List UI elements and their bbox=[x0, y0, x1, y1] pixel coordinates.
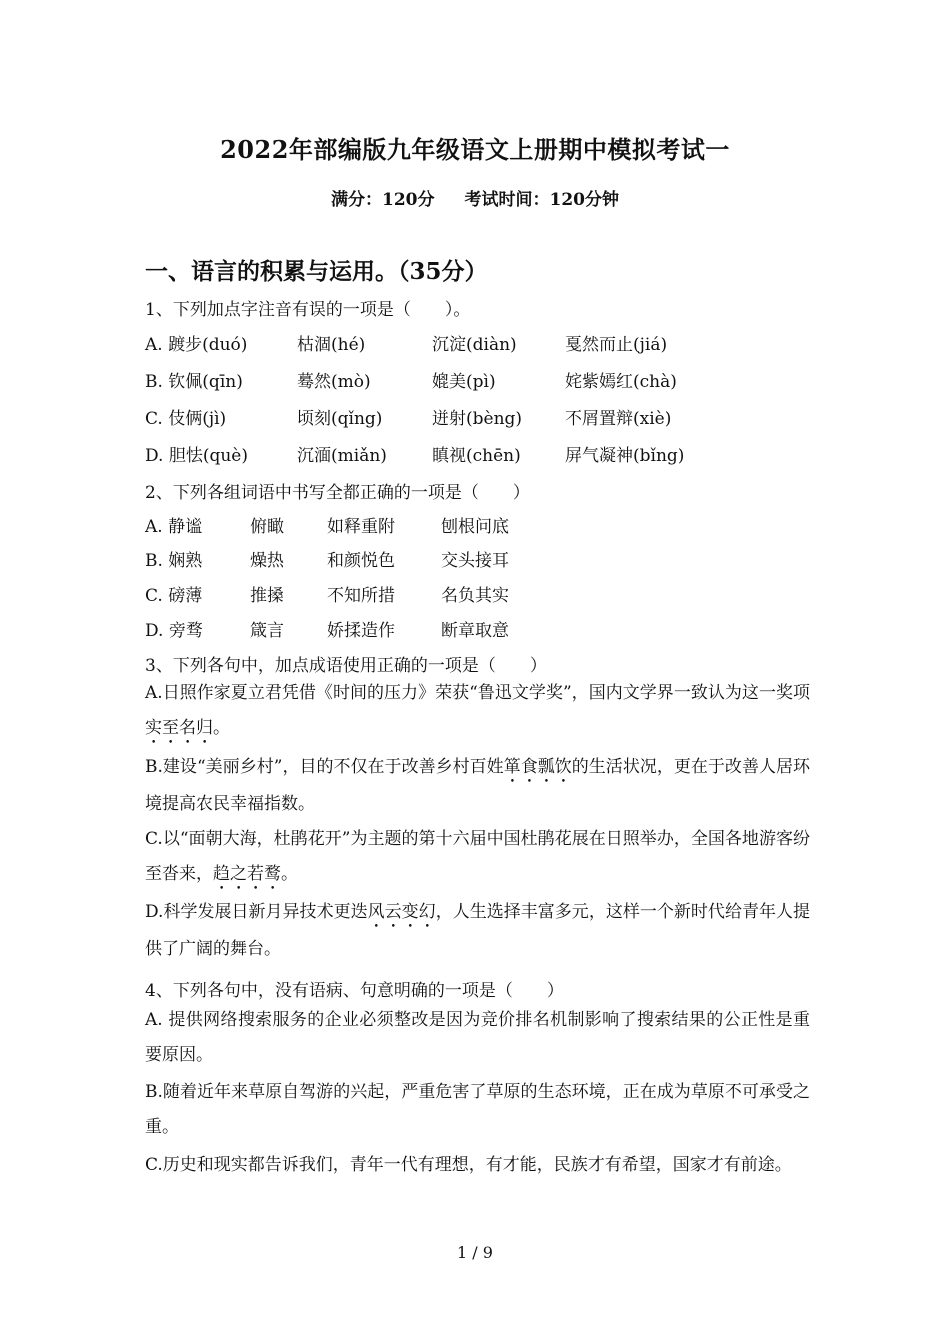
emphasized-idiom: 趋之若鹜 bbox=[213, 864, 281, 884]
q4-option-c: C.历史和现实都告诉我们，青年一代有理想，有才能，民族才有希望，国家才有前途。 bbox=[145, 1155, 792, 1175]
page-title: 2022年部编版九年级语文上册期中模拟考试一 bbox=[220, 135, 730, 164]
q4-option-b: B.随着近年来草原自驾游的兴起，严重危害了草原的生态环境，正在成为草原不可承受之重。 bbox=[145, 1082, 810, 1137]
q3-option-c: C.以“面朝大海，杜鹃花开”为主题的第十六届中国杜鹃花展在日照举办，全国各地游客纷至沓来，趋之若鹜。 bbox=[145, 829, 810, 884]
q4-stem: 4、下列各句中，没有语病、句意明确的一项是（ ） bbox=[145, 981, 564, 1001]
q3-option-b: B.建设“美丽乡村”，目的不仅在于改善乡村百姓箪食瓢饮的生活状况，更在于改善人居环境提高农民幸福指数。 bbox=[145, 757, 811, 814]
exam-page: 2022年部编版九年级语文上册期中模拟考试一 满分：120分 考试时间：120分钟 一、语言的积累与运用。（35分） 1、下列加点字注音有误的一项是（ ）。 A. 踱步(duó) 枯涸(hé) 沉淀(diàn) 戛然而止(jiá) B. 钦佩(qīn) 蓦然(mò) 媲美(pì) 姹紫嫣红(chà) C. 伎俩(jì) 顷刻(qǐng) 迸射(bèng) 不屑置辩(xiè) D. 胆怯(què) 沉湎(miǎn) 瞋视(chēn) 屏气凝神(bǐng) 2、下列各组词语中书写全都正确的一项是（ ） A. 静谧 俯瞰 如释重附 刨根问底 B. 娴熟 燥热 和颜悦色 交头接耳 C. 磅薄 推搡 不知所措 名负其实 D. 旁骛 箴言 娇揉造作 断章取意 3、下列各句中，加点成语使用正确的一项是（ ） A.日照作家夏立君凭借《时间的压力》荣获“鲁迅文学奖”，国内文学界一致认为这一奖项实至名归。 B.建设“美丽乡村”，目的不仅在于改善乡村百姓箪食瓢饮的生活状况，更在于改善人居环境提高农民幸福指数。 C.以“面朝大海，杜鹃花开”为主题的第十六届中国杜鹃花展在日照举办，全国各地游客纷至沓来，趋之若鹜。 D.科学发展日新月异技术更迭风云变幻，人生选择丰富多元，这样一个新时代给青年人提供了广阔的舞台。 4、下列各句中，没有语病、句意明确的一项是（ ） A. 提供网络搜索服务的企业必须整改是因为竞价排名机制影响了搜索结果的公正性是重要原因。 B.随着近年来草原自驾游的兴起，严重危害了草原的生态环境，正在成为草原不可承受之重。 C.历史和现实都告诉我们，青年一代有理想，有才能，民族才有希望，国家才有前途。 1 / 9 bbox=[0, 0, 950, 1344]
q2-stem: 2、下列各组词语中书写全都正确的一项是（ ） bbox=[145, 483, 530, 503]
q3-option-a: A.日照作家夏立君凭借《时间的压力》荣获“鲁迅文学奖”，国内文学界一致认为这一奖项实至名归。 bbox=[145, 683, 810, 738]
full-score: 满分：120分 bbox=[331, 190, 435, 210]
q3-stem: 3、下列各句中，加点成语使用正确的一项是（ ） bbox=[145, 656, 547, 676]
page-number: 1 / 9 bbox=[457, 1243, 493, 1262]
emphasized-idiom: 实至名归 bbox=[145, 718, 213, 738]
emphasized-idiom: 箪食瓢饮 bbox=[503, 757, 572, 777]
exam-time: 考试时间：120分钟 bbox=[464, 190, 619, 210]
section-heading: 一、语言的积累与运用。（35分） bbox=[145, 258, 488, 285]
q3-option-d: D.科学发展日新月异技术更迭风云变幻，人生选择丰富多元，这样一个新时代给青年人提供了广阔的舞台。 bbox=[145, 902, 810, 959]
emphasized-idiom: 风云变幻 bbox=[367, 902, 436, 922]
q1-stem: 1、下列加点字注音有误的一项是（ ）。 bbox=[145, 300, 471, 320]
q4-option-a: A. 提供网络搜索服务的企业必须整改是因为竞价排名机制影响了搜索结果的公正性是重要原因。 bbox=[145, 1010, 810, 1065]
exam-info bbox=[0, 185, 950, 210]
